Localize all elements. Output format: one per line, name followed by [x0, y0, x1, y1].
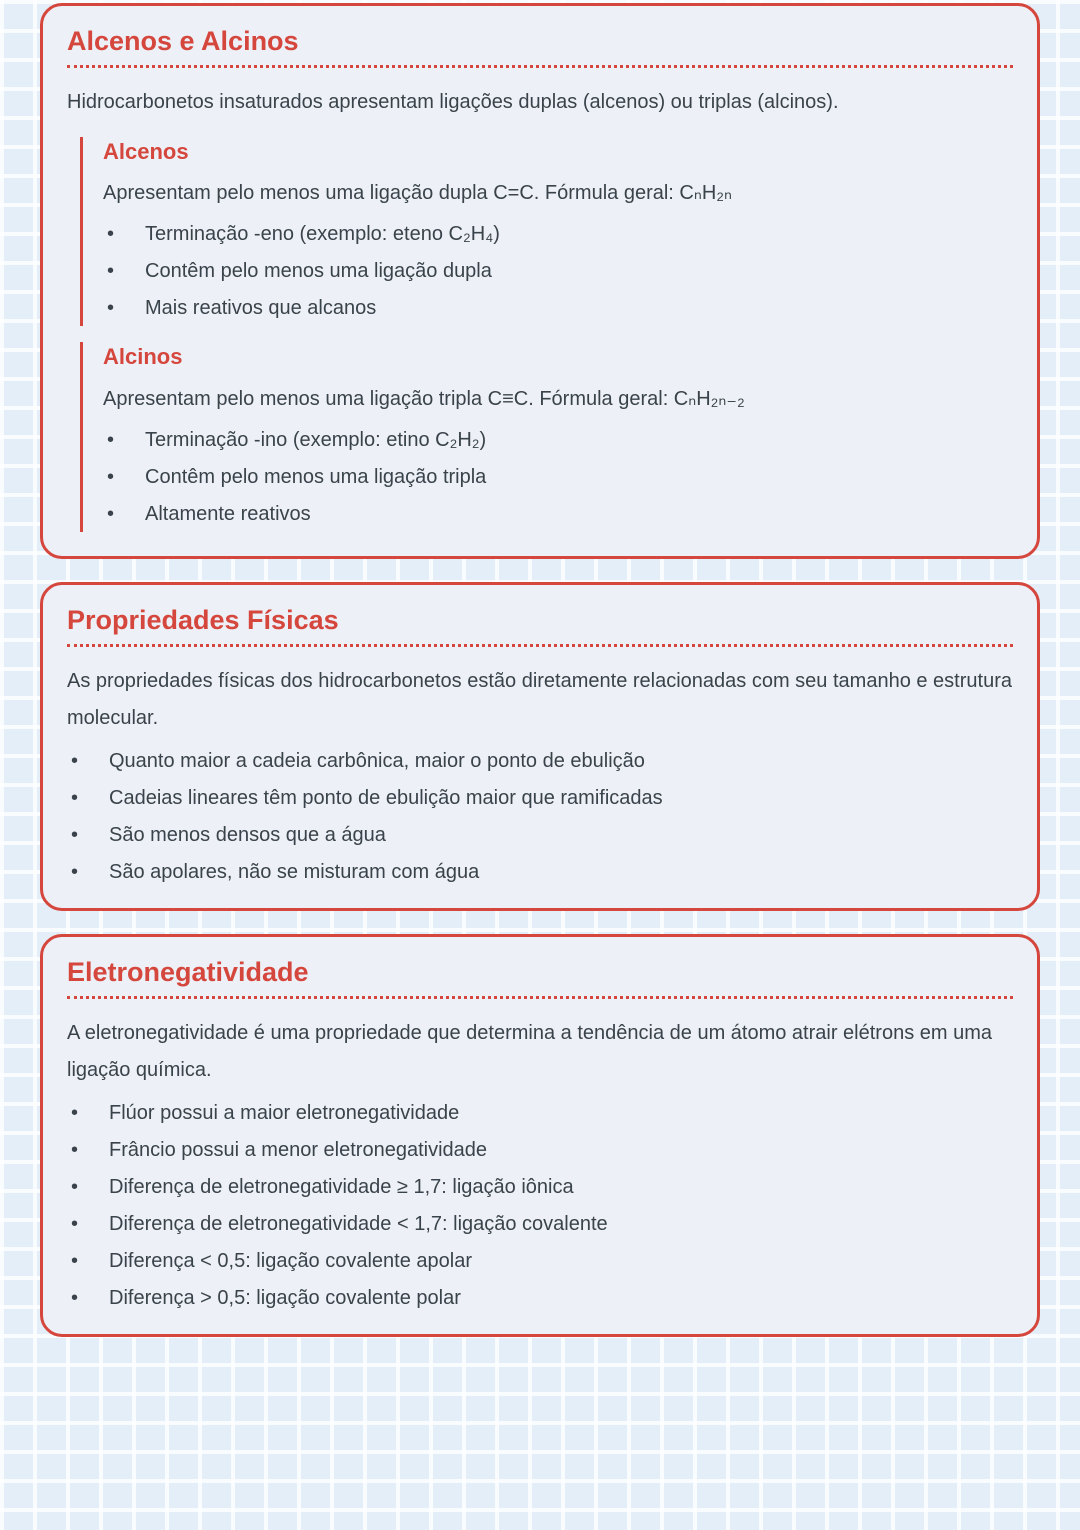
subsection-lead: Apresentam pelo menos uma ligação dupla C=C. Fórmula geral: CₙH₂ₙ	[103, 182, 732, 205]
card-intro: As propriedades físicas dos hidrocarbonetos estão diretamente relacionadas com seu tamanho e estrutura molecular.	[67, 669, 1012, 729]
card-title: Eletronegatividade	[67, 957, 1013, 999]
card-eletronegatividade	[40, 934, 1040, 1337]
list-item: • Terminação -ino (exemplo: etino C₂H₂)	[103, 428, 1013, 452]
list-item: • Mais reativos que alcanos	[103, 296, 1013, 320]
list-item: • Frâncio possui a menor eletronegatividade	[67, 1138, 1013, 1162]
card-propriedades-fisicas	[40, 582, 1040, 911]
study-notes-page	[0, 3, 1080, 1337]
list-item: • São apolares, não se misturam com água	[67, 860, 1013, 884]
card-alcenos-e-alcinos	[40, 3, 1040, 559]
card-title: Propriedades Físicas	[67, 605, 1013, 647]
bullet-list	[103, 428, 1013, 526]
list-item: • Diferença de eletronegatividade < 1,7: ligação covalente	[67, 1212, 1013, 1236]
subsection-lead: Apresentam pelo menos uma ligação tripla C≡C. Fórmula geral: CₙH₂ₙ₋₂	[103, 387, 745, 410]
subsection-alcenos	[80, 137, 1013, 326]
list-item: • Terminação -eno (exemplo: eteno C₂H₄)	[103, 222, 1013, 246]
subsection-title: Alcinos	[103, 344, 183, 370]
list-item: • São menos densos que a água	[67, 823, 1013, 847]
bullet-list	[67, 1101, 1013, 1310]
list-item: • Diferença de eletronegatividade ≥ 1,7: ligação iônica	[67, 1175, 1013, 1199]
card-intro: Hidrocarbonetos insaturados apresentam ligações duplas (alcenos) ou triplas (alcinos).	[67, 91, 839, 114]
card-title: Alcenos e Alcinos	[67, 26, 1013, 68]
list-item: • Altamente reativos	[103, 502, 1013, 526]
list-item: • Contêm pelo menos uma ligação tripla	[103, 465, 1013, 489]
list-item: • Quanto maior a cadeia carbônica, maior o ponto de ebulição	[67, 749, 1013, 773]
list-item: • Diferença < 0,5: ligação covalente apolar	[67, 1249, 1013, 1273]
list-item: • Diferença > 0,5: ligação covalente polar	[67, 1286, 1013, 1310]
subsection-title: Alcenos	[103, 139, 189, 165]
subsection-alcinos	[80, 342, 1013, 531]
list-item: • Contêm pelo menos uma ligação dupla	[103, 259, 1013, 283]
bullet-list	[103, 222, 1013, 320]
list-item: • Cadeias lineares têm ponto de ebulição maior que ramificadas	[67, 786, 1013, 810]
list-item: • Flúor possui a maior eletronegatividade	[67, 1101, 1013, 1125]
card-intro: A eletronegatividade é uma propriedade que determina a tendência de um átomo atrair elétrons em uma ligação química.	[67, 1021, 993, 1081]
bullet-list	[67, 749, 1013, 884]
